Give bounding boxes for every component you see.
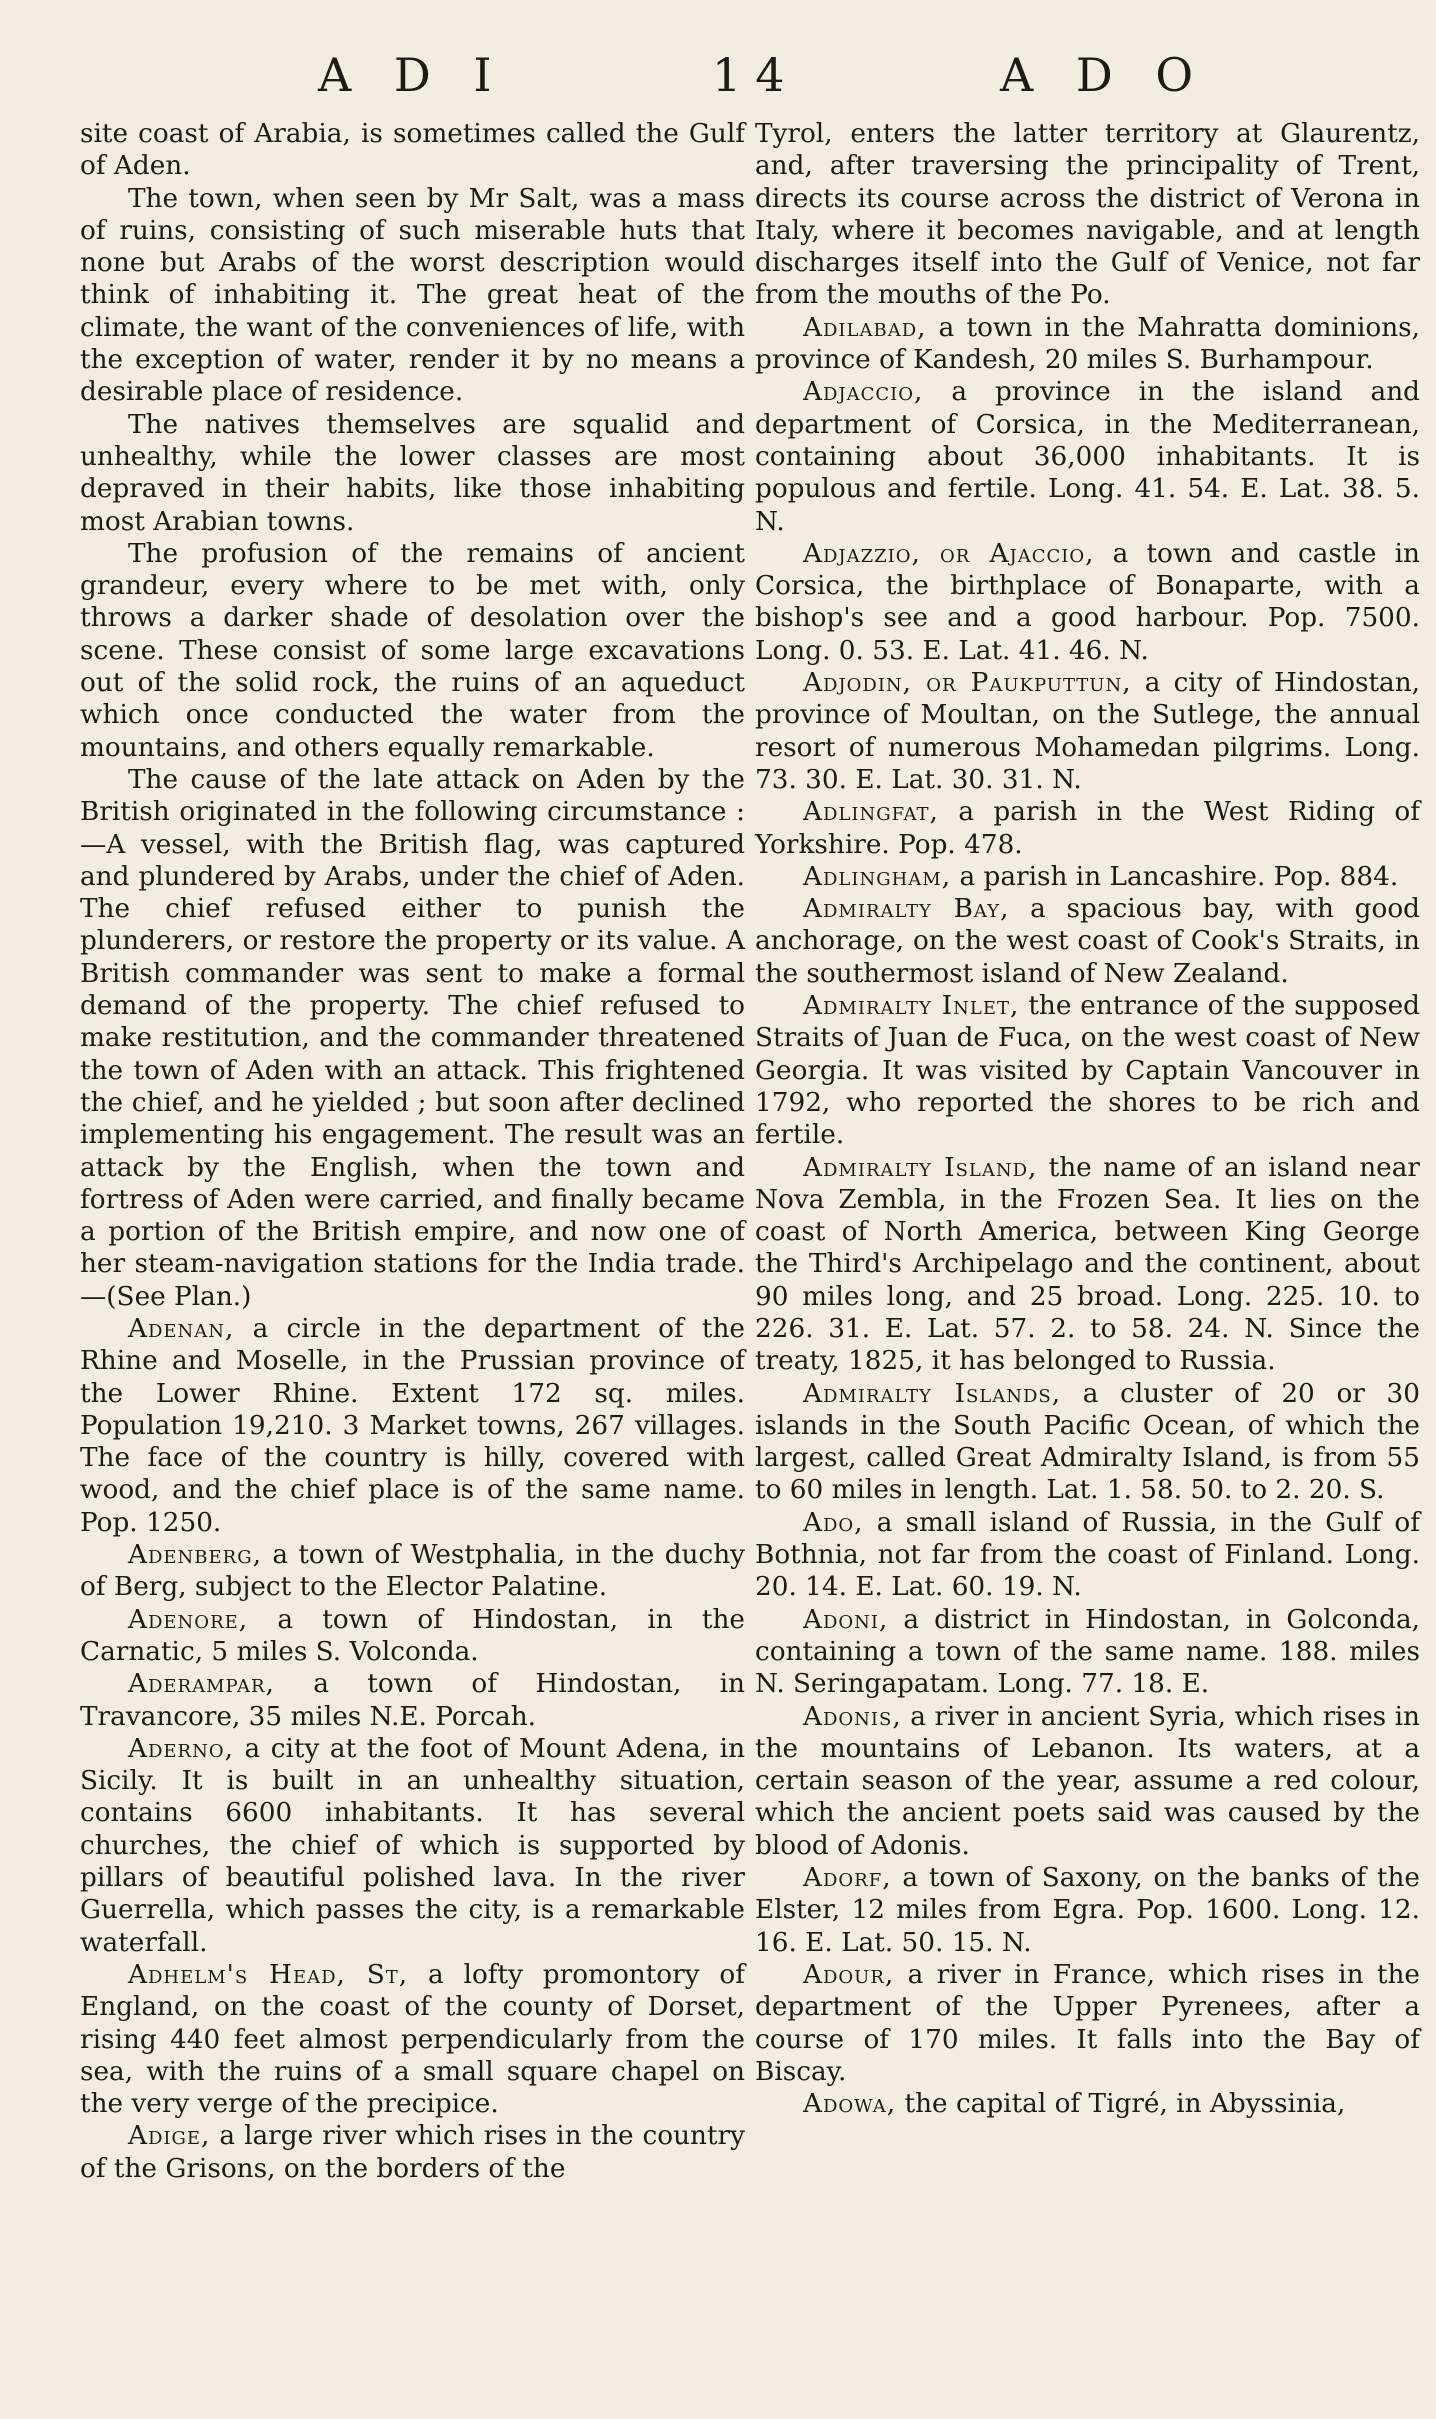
entry: [80, 538, 745, 764]
entry-text: Tyrol, enters the latter territory at Glaurentz, and, after traversing the principality of Trent, directs its course across the district of Verona in Italy, where it becomes navigable, and at length discharges itself into the Gulf of Venice, not far from the mouths of the Po.: [755, 119, 1420, 311]
entry-text: a spacious bay, with good anchorage, on the west coast of Cook's Straits, in the southermost island of New Zealand.: [755, 894, 1421, 989]
entry: [755, 1959, 1420, 2088]
headword: Adenan,: [128, 1313, 235, 1344]
entry-text: a lofty promontory of England, on the coast of the county of Dorset, rising 440 feet almost perpendicularly from the sea, with the ruins of a small square chapel on the very verge of the precipice.: [80, 1959, 745, 2120]
entry-text: a cluster of 20 or 30 islands in the South Pacific Ocean, of which the largest, called Great Admiralty Island, is from 55 to 60 miles in length. Lat. 1. 58. 50. to 2. 20. S.: [755, 1378, 1420, 1506]
entry-text: The profusion of the remains of ancient grandeur, every where to be met with, only throws a darker shade of desolation over the scene. These consist of some large excavations out of the solid rock, the ruins of an aqueduct which once conducted the water from the mountains, and others equally remarkable.: [80, 538, 745, 763]
entry-text: a province in the island and department of Corsica, in the Mediterranean, containing about 36,000 inhabitants. It is populous and fertile. Long. 41. 54. E. Lat. 38. 5. N.: [755, 377, 1420, 537]
entry: [80, 1668, 745, 1733]
headword: Adour,: [803, 1959, 895, 1990]
entry: [755, 861, 1420, 893]
headword: Adjazzio, or Ajaccio,: [803, 538, 1095, 569]
entry: [80, 1313, 745, 1539]
headword: Adowa,: [803, 2089, 897, 2120]
running-header: [0, 48, 1436, 108]
entry: [755, 1862, 1420, 1959]
entry: [755, 118, 1420, 312]
headword: Adoni,: [803, 1604, 889, 1635]
entry-text: the entrance of the supposed Straits of Juan de Fuca, on the west coast of New Georgia. It was visited by Captain Vancouver in 1792, who reported the shores to be rich and fertile.: [755, 991, 1421, 1151]
headword: Adjodin, or Paukputtun,: [803, 668, 1132, 699]
entry-text: a town in the Mahratta dominions, province of Kandesh, 20 miles S. Burhampour.: [755, 312, 1420, 376]
header-right: A D O: [1000, 48, 1208, 102]
page-number: 14: [712, 48, 799, 102]
entry-text: The natives themselves are squalid and unhealthy, while the lower classes are most depraved in their habits, like those inhabiting most Arabian towns.: [80, 409, 745, 537]
headword: Aderno,: [128, 1733, 234, 1764]
headword: Adonis,: [803, 1701, 902, 1732]
entry-text: a small island of Russia, in the Gulf of Bothnia, not far from the coast of Finland. Long. 20. 14. E. Lat. 60. 19. N.: [755, 1507, 1420, 1603]
headword: Admiralty Inlet,: [803, 991, 1020, 1022]
entry: [755, 312, 1420, 377]
entry: [80, 1604, 745, 1669]
entry: [755, 667, 1420, 796]
entry-text: the name of an island near Nova Zembla, in the Frozen Sea. It lies on the coast of North America, between King George the Third's Archipelago and the continent, about 90 miles long, and 25 broad. Long. 225. 10. to 226. 31. E. Lat. 57. 2. to 58. 24. N. Since the treaty, 1825, it has belonged to Russia.: [755, 1152, 1420, 1377]
entry: [755, 1701, 1420, 1862]
entry-text: a town of Hindostan, in Travancore, 35 miles N.E. Porcah.: [80, 1669, 745, 1732]
entry-text: a city at the foot of Mount Adena, in Sicily. It is built in an unhealthy situation, contains 6600 inhabitants. It has several churches, the chief of which is supported by pillars of beautiful polished lava. In the river Guerrella, which passes the city, is a remarkable waterfall.: [80, 1733, 745, 1958]
entry: [80, 409, 745, 538]
entry-text: a town of Westphalia, in the duchy of Berg, subject to the Elector Palatine.: [80, 1540, 745, 1603]
entry: [755, 796, 1420, 861]
entry: [755, 1604, 1420, 1701]
entry-text: a river in ancient Syria, which rises in the mountains of Lebanon. Its waters, at a certain season of the year, assume a red colour, which the ancient poets said was caused by the blood of Adonis.: [755, 1701, 1420, 1861]
entry: [755, 1507, 1420, 1604]
entry-text: a district in Hindostan, in Golconda, containing a town of the same name. 188. miles N. Seringapatam. Long. 77. 18. E.: [755, 1604, 1420, 1700]
entry: [755, 1378, 1420, 1507]
entry: [80, 118, 745, 183]
entry: [80, 1539, 745, 1604]
headword: Aderampar,: [128, 1669, 275, 1700]
entry-text: a town and castle in Corsica, the birthplace of Bonaparte, with a bishop's see and a good harbour. Pop. 7500. Long. 0. 53. E. Lat. 41. 46. N.: [755, 538, 1420, 666]
entry: [80, 2120, 745, 2185]
entry-text: a city of Hindostan, province of Moultan, on the Sutlege, the annual resort of numerous Mohamedan pilgrims. Long. 73. 30. E. Lat. 30. 31. N.: [755, 668, 1420, 795]
entry: [755, 376, 1420, 537]
left-column: [80, 118, 745, 2185]
entry: [80, 183, 745, 409]
entry-text: a large river which rises in the country of the Grisons, on the borders of the: [80, 2121, 745, 2184]
entry-text: a river in France, which rises in the department of the Upper Pyrenees, after a course of 170 miles. It falls into the Bay of Biscay.: [755, 1959, 1420, 2087]
headword: Adenore,: [128, 1604, 249, 1635]
entry: [80, 1733, 745, 1959]
entry-text: a town of Hindostan, in the Carnatic, 5 miles S. Volconda.: [80, 1604, 745, 1667]
entry-text: the capital of Tigré, in Abyssinia,: [896, 2089, 1346, 2120]
right-column: [755, 118, 1420, 2120]
headword: Adige,: [128, 2121, 211, 2152]
entry-text: The town, when seen by Mr Salt, was a mass of ruins, consisting of such miserable huts that none but Arabs of the worst description would think of inhabiting it. The great heat of the climate, the want of the conveniences of life, with the exception of water, render it by no means a desirable place of residence.: [80, 183, 745, 408]
entry-text: a circle in the department of the Rhine and Moselle, in the Prussian province of the Lower Rhine. Extent 172 sq. miles. Population 19,210. 3 Market towns, 267 villages. The face of the country is hilly, covered with wood, and the chief place is of the same name. Pop. 1250.: [80, 1313, 745, 1538]
headword: Adlingfat,: [803, 797, 939, 828]
headword: Adjaccio,: [803, 377, 924, 408]
entry-text: a parish in Lancashire. Pop. 884.: [951, 861, 1399, 892]
entry: [755, 893, 1420, 990]
headword: Admiralty Island,: [803, 1152, 1038, 1183]
headword: Adorf,: [803, 1863, 892, 1894]
entry-text: The cause of the late attack on Aden by the British originated in the following circumstance :—A vessel, with the British flag, was captured and plundered by Arabs, under the chief of Aden. The chief refused either to punish the plunderers, or restore the property or its value. A British commander was sent to make a formal demand of the property. The chief refused to make restitution, and the commander threatened the town of Aden with an attack. This frightened the chief, and he yielded ; but soon after declined implementing his engagement. The result was an attack by the English, when the town and fortress of Aden were carried, and finally became a portion of the British empire, and now one of her steam-navigation stations for the India trade. —(See Plan.): [80, 764, 745, 1312]
entry: [80, 764, 745, 1313]
entry-text: a town of Saxony, on the banks of the Elster, 12 miles from Egra. Pop. 1600. Long. 12. 16. E. Lat. 50. 15. N.: [755, 1863, 1420, 1958]
headword: Admiralty Islands,: [803, 1378, 1062, 1409]
headword: Admiralty Bay,: [803, 894, 1010, 925]
entry: [755, 538, 1420, 667]
headword: Adilabad,: [803, 312, 927, 343]
headword: Adlingham,: [803, 861, 952, 892]
headword: Adenberg,: [128, 1540, 262, 1571]
headword: Adhelm's Head, St,: [128, 1959, 409, 1990]
entry-text: site coast of Arabia, is sometimes called the Gulf of Aden.: [80, 119, 745, 182]
entry: [755, 1152, 1420, 1378]
entry: [755, 2088, 1420, 2120]
entry-text: a parish in the West Riding of Yorkshire. Pop. 478.: [755, 797, 1420, 860]
header-left: A D I: [318, 48, 506, 102]
entry: [80, 1959, 745, 2120]
entry: [755, 990, 1420, 1151]
headword: Ado,: [803, 1507, 864, 1538]
